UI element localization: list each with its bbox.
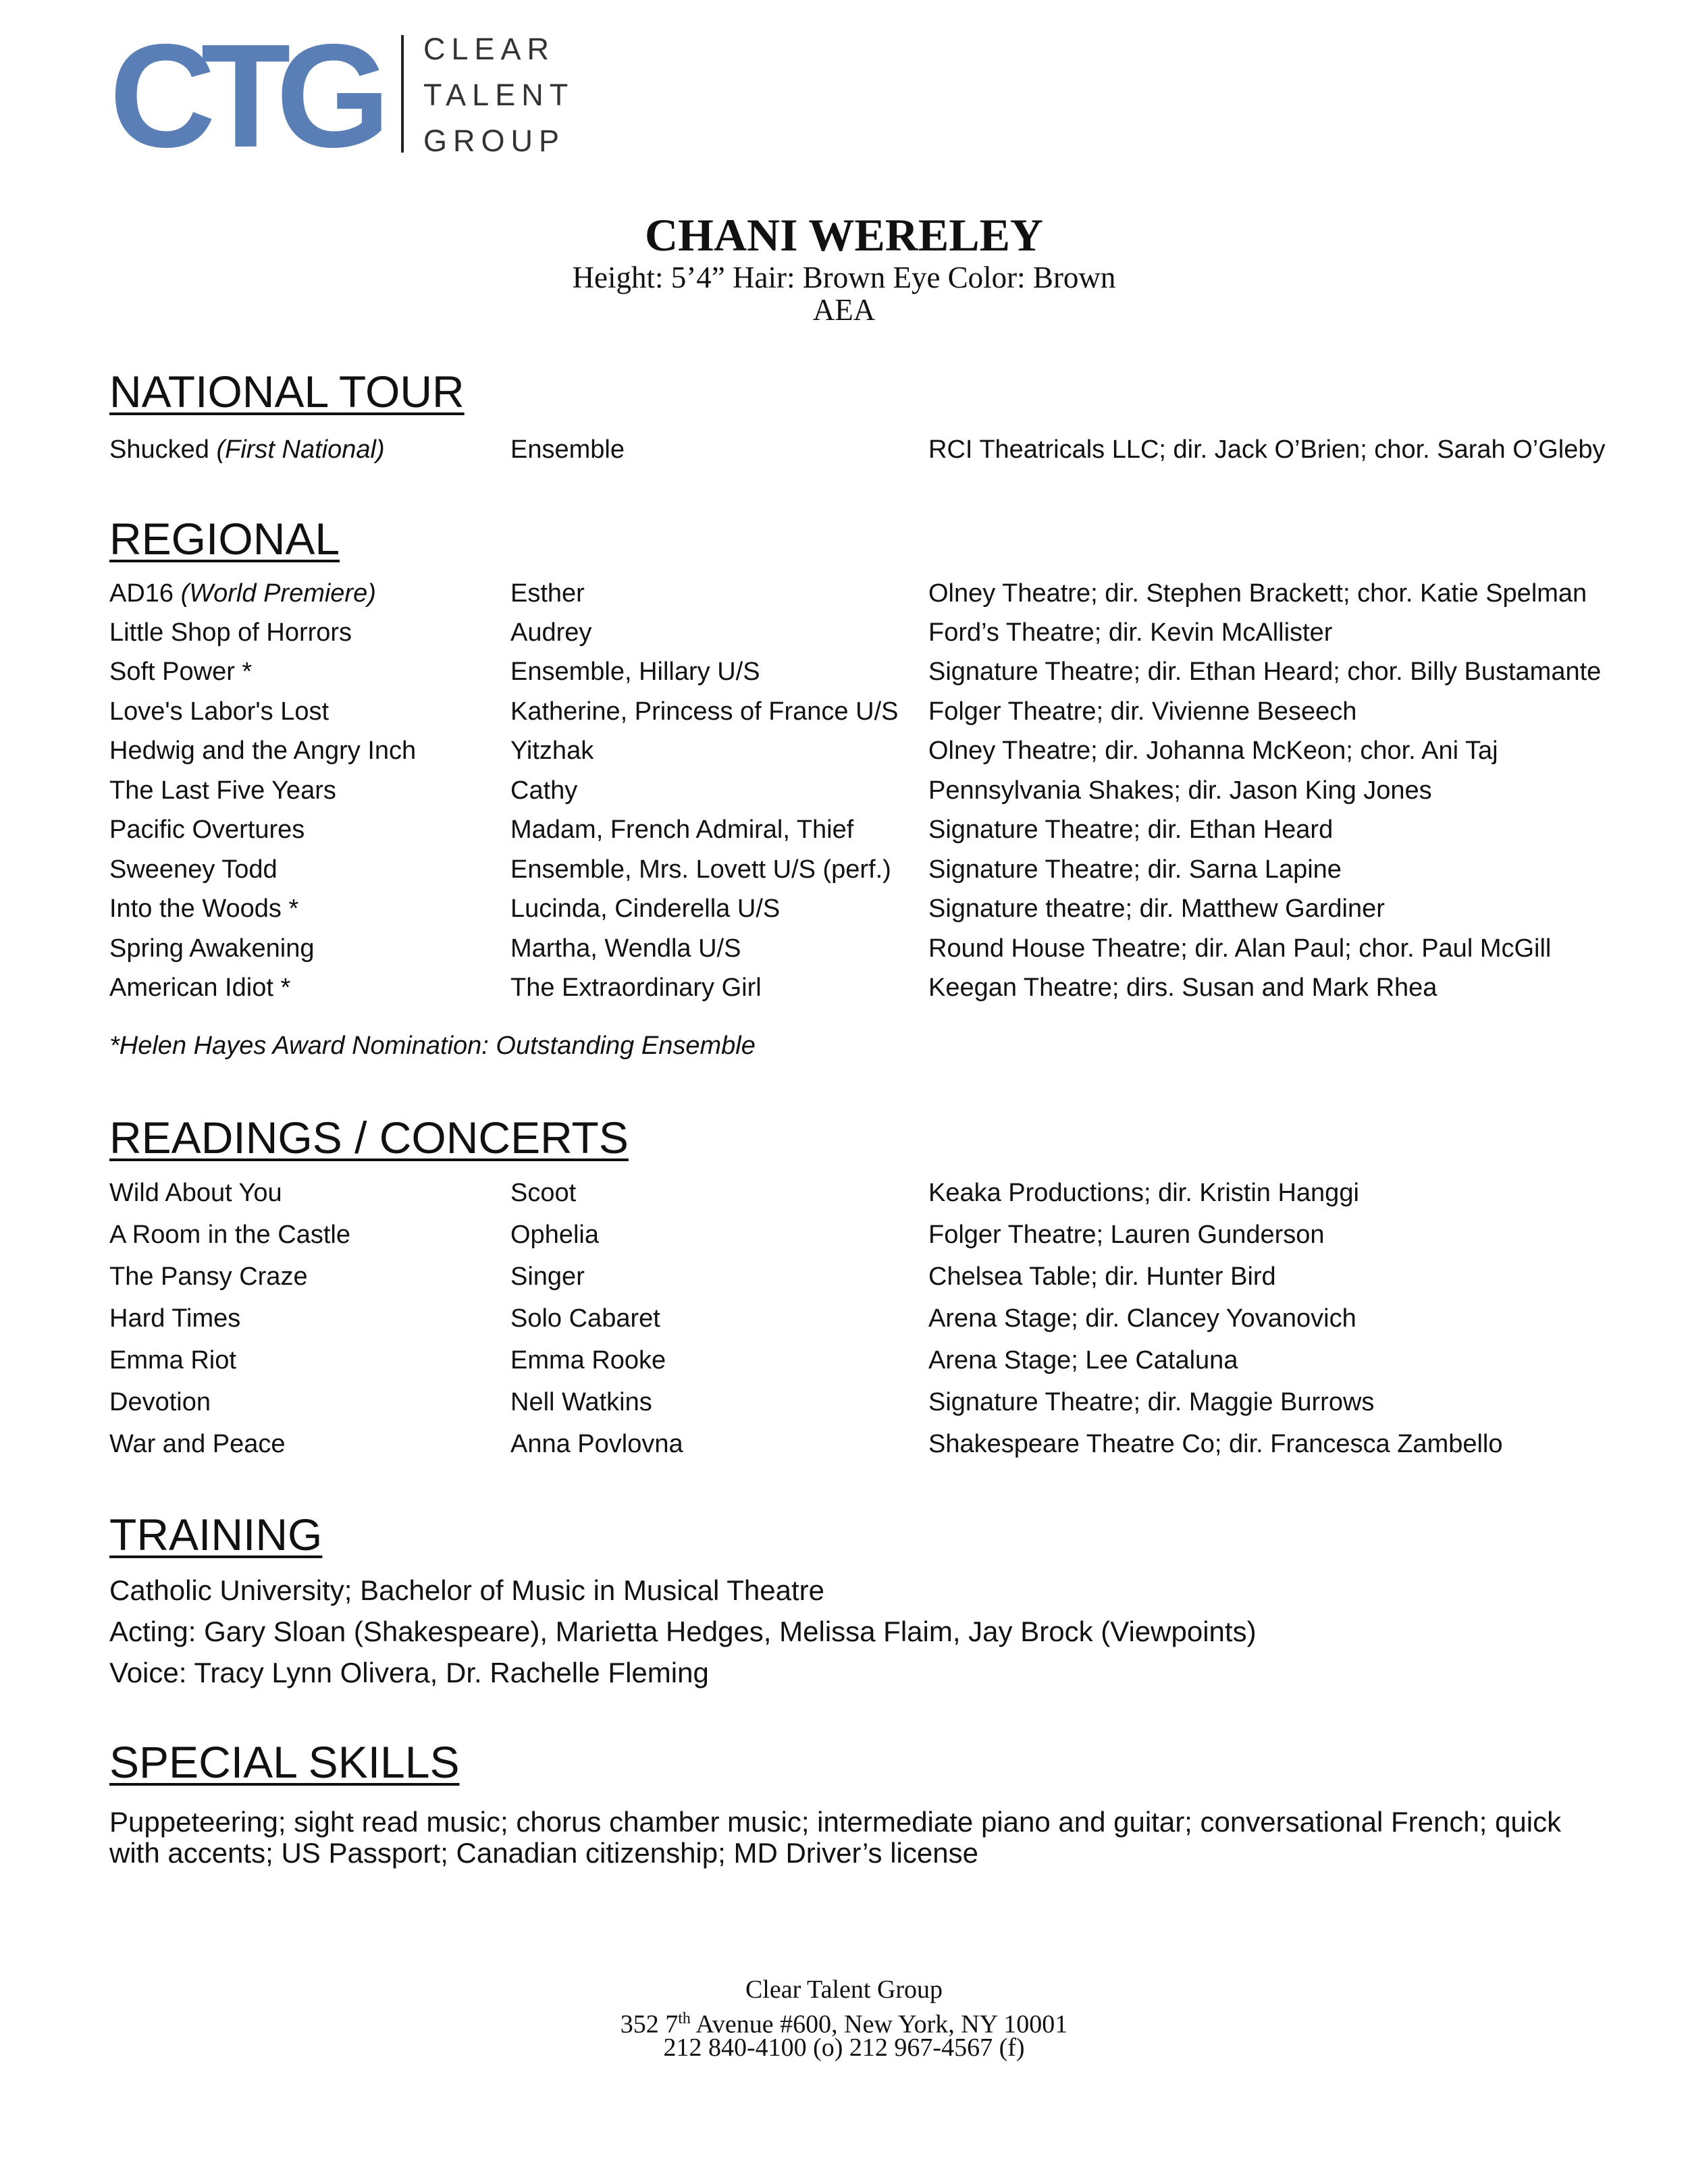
credit-row <box>0 852 1688 887</box>
section-title-training: TRAINING <box>109 1510 323 1560</box>
show-title: AD16 (World Premiere) <box>109 579 376 608</box>
performer-stats: Height: 5’4” Hair: Brown Eye Color: Brown <box>572 261 1116 294</box>
company: Pennsylvania Shakes; dir. Jason King Jones <box>928 776 1432 805</box>
role: Emma Rooke <box>510 1346 666 1375</box>
credit-row <box>0 432 1688 467</box>
role: Anna Povlovna <box>510 1430 683 1458</box>
section-title-national-tour: NATIONAL TOUR <box>109 367 465 417</box>
role: Yitzhak <box>510 737 594 765</box>
performer-name: CHANI WERELEY <box>644 209 1044 261</box>
logo-mark: CTG <box>109 14 376 178</box>
credit-row <box>0 654 1688 689</box>
company: Chelsea Table; dir. Hunter Bird <box>928 1262 1276 1291</box>
training-line: Acting: Gary Sloan (Shakespeare), Marietta Hedges, Melissa Flaim, Jay Brock (Viewpoints) <box>109 1616 1257 1647</box>
show-note: (World Premiere) <box>180 579 376 608</box>
award-note: *Helen Hayes Award Nomination: Outstanding Ensemble <box>109 1032 756 1060</box>
credit-row <box>0 1427 1688 1462</box>
credit-row <box>0 812 1688 847</box>
show-title: Little Shop of Horrors <box>109 618 352 647</box>
show-title: Pacific Overtures <box>109 816 305 844</box>
role: Lucinda, Cinderella U/S <box>510 895 781 923</box>
role: The Extraordinary Girl <box>510 974 762 1002</box>
show-note: (First National) <box>216 435 385 464</box>
training-line: Catholic University; Bachelor of Music in Musical Theatre <box>109 1574 824 1606</box>
special-skills-text: Puppeteering; sight read music; chorus chamber music; intermediate piano and guitar; conversational French; quick with accents; US Passport; Canadian citizenship; MD Driver’s license <box>109 1806 1562 1869</box>
section-title-special-skills: SPECIAL SKILLS <box>109 1737 460 1787</box>
credit-row <box>0 891 1688 926</box>
union-affiliation: AEA <box>812 293 876 327</box>
logo-word-group: GROUP <box>423 124 566 158</box>
logo-word-clear: CLEAR <box>423 32 556 66</box>
company: Round House Theatre; dir. Alan Paul; chor. Paul McGill <box>928 934 1552 963</box>
role: Scoot <box>510 1179 577 1207</box>
footer-phone: 212 840-4100 (o) 212 967-4567 (f) <box>663 2033 1025 2062</box>
footer-agency: Clear Talent Group <box>745 1975 943 2004</box>
credit-row <box>0 615 1688 650</box>
credit-row <box>0 970 1688 1005</box>
company: Signature Theatre; dir. Ethan Heard; chor. Billy Bustamante <box>928 658 1602 686</box>
show-title: Wild About You <box>109 1179 282 1207</box>
company: Ford’s Theatre; dir. Kevin McAllister <box>928 618 1333 647</box>
company: Keaka Productions; dir. Kristin Hanggi <box>928 1179 1359 1207</box>
role: Katherine, Princess of France U/S <box>510 697 899 726</box>
company: Signature Theatre; dir. Ethan Heard <box>928 816 1334 844</box>
credit-row <box>0 931 1688 966</box>
show-title: The Last Five Years <box>109 776 336 805</box>
company: Keegan Theatre; dirs. Susan and Mark Rhea <box>928 974 1438 1002</box>
role: Cathy <box>510 776 578 805</box>
show-title: Spring Awakening <box>109 934 315 963</box>
credit-row <box>0 1385 1688 1420</box>
credit-row <box>0 1301 1688 1336</box>
credit-row <box>0 576 1688 611</box>
company: Arena Stage; Lee Cataluna <box>928 1346 1238 1375</box>
ordinal-suffix: th <box>678 2010 691 2027</box>
show-title: Shucked (First National) <box>109 435 385 464</box>
role: Ensemble, Hillary U/S <box>510 658 760 686</box>
company: Signature Theatre; dir. Sarna Lapine <box>928 855 1342 884</box>
section-title-readings-concerts: READINGS / CONCERTS <box>109 1113 629 1163</box>
role: Esther <box>510 579 585 608</box>
role: Martha, Wendla U/S <box>510 934 741 963</box>
role: Ensemble <box>510 435 625 464</box>
training-line: Voice: Tracy Lynn Olivera, Dr. Rachelle Fleming <box>109 1657 709 1688</box>
role: Ophelia <box>510 1221 599 1249</box>
section-title-regional: REGIONAL <box>109 514 340 564</box>
role: Solo Cabaret <box>510 1304 660 1333</box>
show-title: War and Peace <box>109 1430 286 1458</box>
show-title: Sweeney Todd <box>109 855 278 884</box>
company: Shakespeare Theatre Co; dir. Francesca Zambello <box>928 1430 1503 1458</box>
logo-divider <box>401 35 404 153</box>
credit-row <box>0 1343 1688 1378</box>
role: Audrey <box>510 618 592 647</box>
show-title: Hedwig and the Angry Inch <box>109 737 417 765</box>
company: RCI Theatricals LLC; dir. Jack O’Brien; chor. Sarah O’Gleby <box>928 435 1606 464</box>
footer-address: 352 7th Avenue #600, New York, NY 10001 <box>620 2010 1068 2039</box>
show-title: A Room in the Castle <box>109 1221 350 1249</box>
show-title: Love's Labor's Lost <box>109 697 329 726</box>
credit-row <box>0 733 1688 768</box>
credit-row <box>0 1217 1688 1252</box>
show-title: The Pansy Craze <box>109 1262 308 1291</box>
company: Arena Stage; dir. Clancey Yovanovich <box>928 1304 1356 1333</box>
company: Olney Theatre; dir. Stephen Brackett; chor. Katie Spelman <box>928 579 1587 608</box>
credit-row <box>0 773 1688 808</box>
show-title: Devotion <box>109 1388 211 1416</box>
company: Folger Theatre; dir. Vivienne Beseech <box>928 697 1357 726</box>
company: Signature theatre; dir. Matthew Gardiner <box>928 895 1385 923</box>
company: Signature Theatre; dir. Maggie Burrows <box>928 1388 1375 1416</box>
logo-word-talent: TALENT <box>423 78 575 112</box>
credit-row <box>0 1175 1688 1210</box>
role: Madam, French Admiral, Thief <box>510 816 854 844</box>
show-title: Into the Woods * <box>109 895 299 923</box>
show-title: American Idiot * <box>109 974 291 1002</box>
credit-row <box>0 1259 1688 1294</box>
company: Olney Theatre; dir. Johanna McKeon; chor. Ani Taj <box>928 737 1498 765</box>
role: Nell Watkins <box>510 1388 652 1416</box>
show-title: Soft Power * <box>109 658 253 686</box>
show-title: Emma Riot <box>109 1346 236 1375</box>
role: Singer <box>510 1262 585 1291</box>
agency-logo <box>109 14 575 178</box>
company: Folger Theatre; Lauren Gunderson <box>928 1221 1325 1249</box>
role: Ensemble, Mrs. Lovett U/S (perf.) <box>510 855 891 884</box>
credit-row <box>0 694 1688 729</box>
show-title: Hard Times <box>109 1304 241 1333</box>
